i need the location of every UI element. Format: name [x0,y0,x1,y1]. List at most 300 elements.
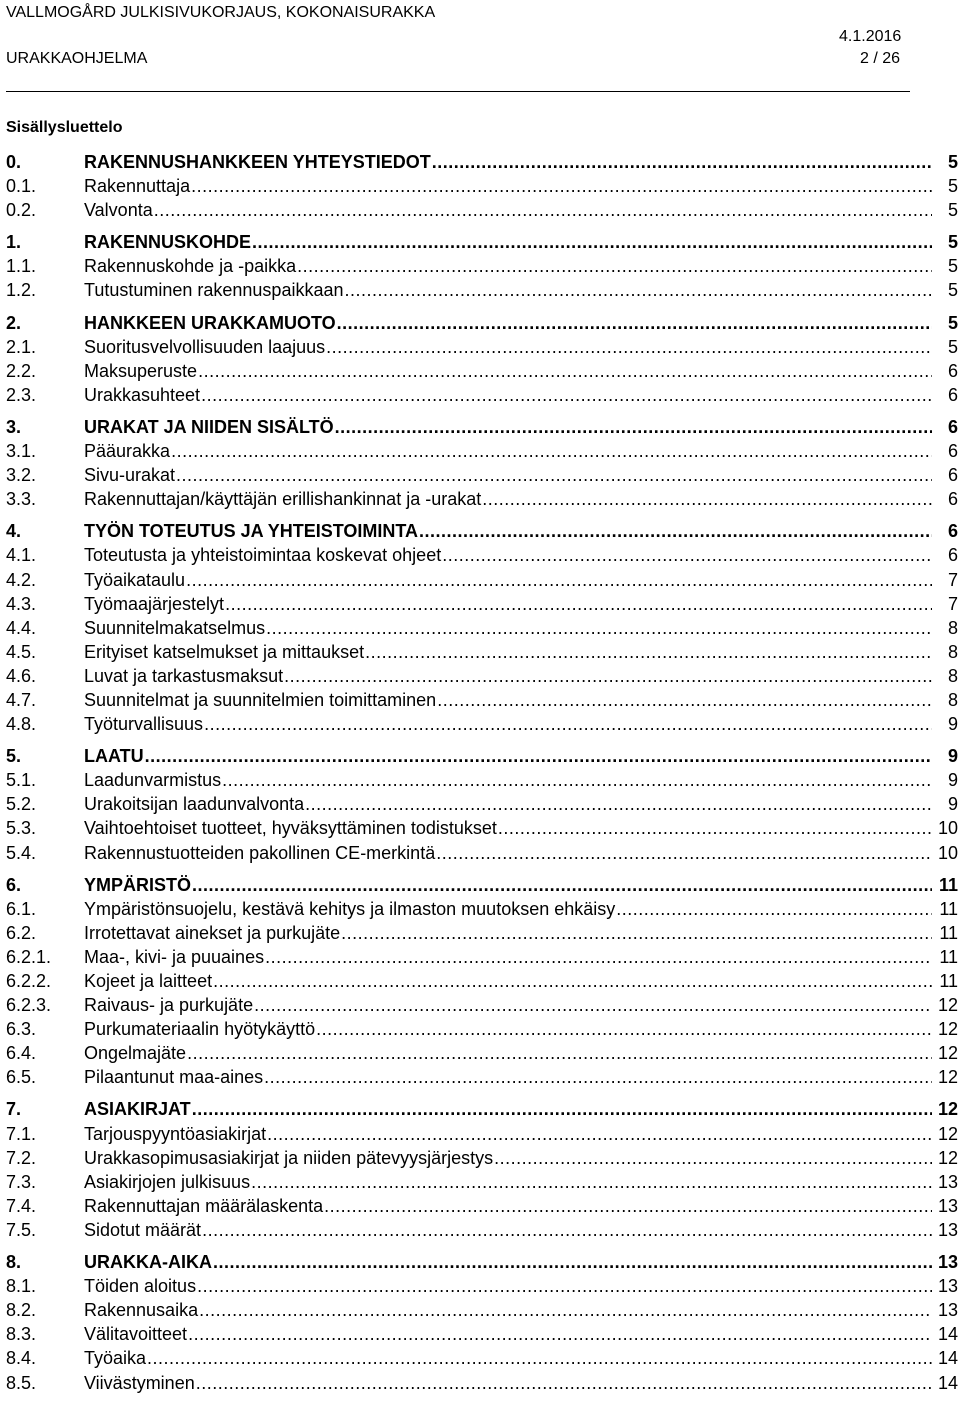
toc-entry [84,1274,960,1298]
dot-leader [418,519,932,543]
dot-leader [435,841,932,865]
toc-entry-title: Toteutusta ja yhteistoimintaa koskevat ohjeet [84,545,442,566]
toc-entry-number: 5.2. [6,794,37,815]
toc-entry-page: 11 [939,971,958,991]
toc-section-row[interactable] [0,1097,960,1121]
toc-entry [84,383,960,407]
toc-entry-title: Luvat ja tarkastusmaksut [84,665,284,686]
toc-entry-title: Urakoitsijan laadunvalvonta [84,794,305,815]
toc-entry-page: 6 [947,360,958,381]
toc-subsection-row[interactable] [0,768,960,792]
toc-entry-number: 8.5. [6,1372,37,1393]
toc-entry-title: Urakkasuhteet [84,384,201,405]
toc-entry-title: Laadunvarmistus [84,770,222,791]
toc-entry-title: URAKKA-AIKA [84,1252,212,1273]
toc-entry [84,1322,960,1346]
toc-entry [84,816,960,840]
dot-leader [441,543,932,567]
toc-entry-page: 5 [947,280,958,301]
toc-entry-title: Ympäristönsuojelu, kestävä kehitys ja ilmaston muutoksen ehkäisy [84,898,616,919]
toc-subsection-row[interactable] [0,383,960,407]
toc-subsection-row[interactable] [0,616,960,640]
toc-entry-page: 13 [937,1171,958,1192]
dot-leader [191,1097,932,1121]
toc-entry-title: Rakennuttajan määrälaskenta [84,1195,324,1216]
toc-entry-page: 6 [947,545,958,566]
toc-section-row[interactable] [0,1250,960,1274]
toc-entry-title: Purkumateriaalin hyötykäyttö [84,1019,316,1040]
toc-subsection-row[interactable] [0,945,960,969]
toc-entry-title: Työaika [84,1348,147,1369]
toc-entry-title: LAATU [84,746,144,767]
dot-leader [196,1274,932,1298]
dot-leader [364,640,932,664]
toc-entry-title: Rakennustuotteiden pakollinen CE-merkintä [84,842,436,863]
toc-entry-title: Rakennuttaja [84,176,191,197]
toc-entry-title: Työturvallisuus [84,714,204,735]
toc-subsection-row[interactable] [0,1346,960,1370]
dot-leader [251,230,932,254]
dot-leader [497,816,932,840]
dot-leader [186,1041,932,1065]
dot-leader [170,439,932,463]
toc-entry-page: 5 [947,256,958,277]
toc-entry [84,712,960,736]
toc-entry-number: 8.4. [6,1348,37,1369]
dot-leader [304,792,932,816]
toc-entry-page: 8 [947,641,958,662]
dot-leader [200,383,932,407]
toc-subsection-row[interactable] [0,1122,960,1146]
toc-entry [84,463,960,487]
toc-subsection-row[interactable] [0,688,960,712]
toc-entry-number: 1. [6,232,22,253]
toc-subsection-row[interactable] [0,1065,960,1089]
toc-entry [84,640,960,664]
toc-entry-title: Tarjouspyyntöasiakirjat [84,1123,267,1144]
toc-entry-page: 14 [937,1324,958,1345]
toc-subsection-row[interactable] [0,1017,960,1041]
toc-entry [84,1065,960,1089]
toc-entry-title: Kojeet ja laitteet [84,971,213,991]
toc-entry-page: 12 [937,1067,958,1088]
toc-entry-number: 4.8. [6,714,37,735]
toc-entry-page: 11 [939,922,958,943]
toc-subsection-row[interactable] [0,487,960,511]
toc-subsection-row[interactable] [0,439,960,463]
toc-entry [84,688,960,712]
toc-subsection-row[interactable] [0,664,960,688]
toc-subsection-row[interactable] [0,198,960,222]
dot-leader [187,1322,932,1346]
dot-leader [197,359,932,383]
toc-entry-number: 4. [6,521,22,542]
toc-entry-number: 7.2. [6,1147,37,1168]
document-title: VALLMOGÅRD JULKISIVUKORJAUS, KOKONAISURAKKA [6,4,436,21]
toc-entry-page: 7 [947,569,958,590]
toc-entry [84,439,960,463]
toc-subsection-row[interactable] [0,1146,960,1170]
toc-entry [84,841,960,865]
toc-entry [84,1122,960,1146]
toc-entry-number: 2.3. [6,384,37,405]
toc-entry [84,487,960,511]
toc-subsection-row[interactable] [0,359,960,383]
toc-entry [84,897,960,921]
dot-leader [198,1298,932,1322]
toc-entry-page: 5 [947,200,958,221]
toc-entry-page: 12 [937,1099,958,1120]
toc-entry-title: Raivaus- ja purkujäte [84,995,254,1016]
toc-entry-page: 9 [947,746,958,767]
toc-entry-number: 6.2.2. [6,971,52,991]
toc-entry-number: 6.1. [6,898,37,919]
toc-entry [84,568,960,592]
table-of-contents [0,150,960,1395]
toc-entry [84,415,960,439]
toc-entry [84,616,960,640]
toc-entry-title: Suoritusvelvollisuuden laajuus [84,336,326,357]
dot-leader [195,1371,932,1395]
toc-entry [84,150,960,174]
dot-leader [221,768,932,792]
dot-leader [201,1218,932,1242]
toc-entry-number: 2.2. [6,360,37,381]
toc-entry-number: 7.5. [6,1219,37,1240]
toc-entry-number: 4.5. [6,641,37,662]
toc-entry-number: 6.2.1. [6,946,52,967]
dot-leader [266,1122,932,1146]
toc-subsection-row[interactable] [0,640,960,664]
toc-entry-title: YMPÄRISTÖ [84,874,192,895]
toc-subsection-row[interactable] [0,335,960,359]
toc-entry [84,543,960,567]
toc-entry-number: 3.2. [6,465,37,486]
dot-leader [323,1194,932,1218]
toc-entry [84,873,960,897]
toc-section-row[interactable] [0,519,960,543]
toc-subsection-row[interactable] [0,897,960,921]
toc-entry-page: 8 [947,617,958,638]
toc-entry-page: 12 [937,1147,958,1168]
toc-entry [84,519,960,543]
toc-entry-title: Erityiset katselmukset ja mittaukset [84,641,365,662]
toc-entry-page: 5 [947,336,958,357]
toc-entry-number: 3. [6,416,22,437]
document-subtitle: URAKKAOHJELMA [6,50,148,67]
toc-entry-number: 6.4. [6,1043,37,1064]
toc-entry [84,1146,960,1170]
dot-leader [185,568,932,592]
dot-leader [315,1017,932,1041]
toc-entry-title: Sidotut määrät [84,1219,202,1240]
dot-leader [431,150,932,174]
toc-subsection-row[interactable] [0,969,960,993]
toc-entry-title: Pääurakka [84,441,171,462]
toc-entry-title: Asiakirjojen julkisuus [84,1171,251,1192]
toc-section-row[interactable] [0,311,960,335]
toc-subsection-row[interactable] [0,841,960,865]
toc-entry-page: 13 [937,1252,958,1273]
toc-entry-number: 2. [6,312,22,333]
dot-leader [224,592,932,616]
dot-leader [334,415,932,439]
toc-entry [84,768,960,792]
toc-subsection-row[interactable] [0,712,960,736]
toc-entry-title: Työaikataulu [84,569,186,590]
dot-leader [250,1170,932,1194]
toc-entry-number: 4.4. [6,617,37,638]
toc-subsection-row[interactable] [0,1298,960,1322]
toc-entry-page: 9 [947,714,958,735]
toc-subsection-row[interactable] [0,1170,960,1194]
toc-entry-page: 6 [947,384,958,405]
toc-entry-title: HANKKEEN URAKKAMUOTO [84,312,336,333]
toc-entry [84,174,960,198]
toc-entry-title: Viivästyminen [84,1372,195,1393]
toc-entry-title: ASIAKIRJAT [84,1099,191,1120]
toc-entry-page: 6 [947,489,958,510]
toc-subsection-row[interactable] [0,792,960,816]
toc-entry-title: Töiden aloitus [84,1276,197,1297]
toc-section-row[interactable] [0,873,960,897]
toc-entry [84,945,960,969]
toc-entry-number: 6.2.3. [6,995,52,1016]
toc-entry-number: 8.3. [6,1324,37,1345]
toc-entry-number: 0. [6,152,22,172]
dot-leader [481,487,932,511]
toc-entry [84,1170,960,1194]
toc-entry-title: Ongelmajäte [84,1043,187,1064]
toc-entry-title: Irrotettavat ainekset ja purkujäte [84,922,341,943]
toc-entry-title: Sivu-urakat [84,465,176,486]
toc-entry-number: 7.3. [6,1171,37,1192]
dot-leader [146,1346,932,1370]
toc-entry-page: 11 [939,898,958,919]
dot-leader [296,254,932,278]
toc-entry-page: 6 [947,416,958,437]
toc-entry-number: 0.2. [6,200,37,221]
dot-leader [153,198,932,222]
toc-entry-page: 12 [937,1019,958,1040]
toc-entry-title: URAKAT JA NIIDEN SISÄLTÖ [84,416,334,437]
toc-entry-number: 1.2. [6,280,37,301]
toc-section-row[interactable] [0,230,960,254]
toc-entry-title: Valvonta [84,200,153,221]
toc-entry [84,792,960,816]
dot-leader [615,897,932,921]
toc-entry-title: Maa-, kivi- ja puuaines [84,946,265,967]
header-divider [6,91,910,92]
toc-entry [84,1346,960,1370]
toc-entry [84,254,960,278]
toc-entry-page: 5 [947,152,958,172]
dot-leader [264,945,932,969]
toc-entry [84,359,960,383]
document-date: 4.1.2016 [839,28,902,45]
toc-entry [84,993,960,1017]
dot-leader [203,712,932,736]
toc-entry [84,1371,960,1395]
toc-entry-title: Urakkasopimusasiakirjat ja niiden pätevyysjärjestys [84,1147,494,1168]
dot-leader [340,921,932,945]
toc-entry-number: 1.1. [6,256,37,277]
toc-entry [84,592,960,616]
toc-entry-number: 6.3. [6,1019,37,1040]
dot-leader [344,278,933,302]
toc-entry-page: 13 [937,1195,958,1216]
toc-entry-number: 6. [6,874,22,895]
toc-subsection-row[interactable] [0,254,960,278]
toc-entry-page: 10 [937,842,958,863]
toc-entry-number: 4.7. [6,689,37,710]
toc-entry-title: Työmaajärjestelyt [84,593,225,614]
toc-entry [84,1097,960,1121]
toc-subsection-row[interactable] [0,1371,960,1395]
toc-subsection-row[interactable] [0,1218,960,1242]
toc-entry [84,744,960,768]
toc-entry [84,1194,960,1218]
toc-subsection-row[interactable] [0,1322,960,1346]
toc-entry-number: 5.3. [6,818,37,839]
toc-entry-number: 8. [6,1252,22,1273]
toc-entry-title: Suunnitelmakatselmus [84,617,266,638]
toc-entry-title: Rakennusaika [84,1300,199,1321]
toc-entry-page: 13 [937,1219,958,1240]
toc-entry-number: 8.2. [6,1300,37,1321]
toc-entry-page: 6 [947,441,958,462]
toc-subsection-row[interactable] [0,921,960,945]
toc-entry [84,921,960,945]
toc-heading: Sisällysluettelo [6,119,123,136]
toc-entry-page: 14 [937,1372,958,1393]
toc-subsection-row[interactable] [0,816,960,840]
dot-leader [190,174,932,198]
toc-entry-number: 4.3. [6,593,37,614]
dot-leader [336,311,932,335]
toc-entry-number: 7.1. [6,1123,37,1144]
toc-entry-number: 8.1. [6,1276,37,1297]
toc-entry-number: 4.1. [6,545,37,566]
toc-entry-title: Suunnitelmat ja suunnitelmien toimittaminen [84,689,437,710]
dot-leader [175,463,932,487]
toc-entry-number: 3.1. [6,441,37,462]
toc-entry-page: 7 [947,593,958,614]
toc-entry [84,1017,960,1041]
toc-subsection-row[interactable] [0,543,960,567]
toc-entry-title: RAKENNUSKOHDE [84,232,252,253]
toc-entry-title: Välitavoitteet [84,1324,188,1345]
toc-entry-number: 7. [6,1099,22,1120]
toc-entry-number: 2.1. [6,336,37,357]
toc-entry-number: 0.1. [6,176,37,197]
toc-entry [84,1218,960,1242]
toc-entry-page: 8 [947,689,958,710]
toc-subsection-row[interactable] [0,463,960,487]
toc-subsection-row[interactable] [0,1041,960,1065]
toc-subsection-row[interactable] [0,174,960,198]
toc-section-row[interactable] [0,150,960,174]
toc-subsection-row[interactable] [0,278,960,302]
toc-entry-number: 3.3. [6,489,37,510]
dot-leader [436,688,932,712]
toc-entry [84,278,960,302]
toc-entry-page: 8 [947,665,958,686]
toc-entry-page: 12 [937,1043,958,1064]
toc-entry-title: Rakennuttajan/käyttäjän erillishankinnat ja -urakat [84,489,482,510]
dot-leader [212,1250,932,1274]
page-indicator: 2 / 26 [860,50,901,67]
toc-entry [84,311,960,335]
toc-entry-number: 5.4. [6,842,37,863]
toc-entry-number: 7.4. [6,1195,37,1216]
toc-entry-number: 4.2. [6,569,37,590]
toc-entry-title: RAKENNUSHANKKEEN YHTEYSTIEDOT [84,152,431,172]
toc-section-row[interactable] [0,415,960,439]
toc-entry-page: 10 [937,818,958,839]
toc-entry [84,335,960,359]
toc-subsection-row[interactable] [0,993,960,1017]
toc-entry-page: 14 [937,1348,958,1369]
toc-entry-page: 11 [938,874,958,895]
toc-entry [84,230,960,254]
toc-entry-title: Tutustuminen rakennuspaikkaan [84,280,344,301]
dot-leader [283,664,932,688]
dot-leader [191,873,932,897]
toc-entry-page: 6 [947,465,958,486]
toc-entry-page: 13 [937,1276,958,1297]
dot-leader [325,335,932,359]
toc-entry-number: 5. [6,746,22,767]
toc-subsection-row[interactable] [0,568,960,592]
toc-entry [84,1041,960,1065]
dot-leader [493,1146,932,1170]
toc-entry-number: 5.1. [6,770,37,791]
toc-entry [84,969,960,993]
toc-subsection-row[interactable] [0,1274,960,1298]
toc-entry-title: Maksuperuste [84,360,198,381]
toc-subsection-row[interactable] [0,1194,960,1218]
toc-entry-title: Pilaantunut maa-aines [84,1067,264,1088]
toc-entry [84,664,960,688]
toc-entry-page: 9 [947,794,958,815]
toc-entry-page: 5 [947,232,958,253]
toc-entry-page: 9 [947,770,958,791]
toc-entry-page: 6 [947,521,958,542]
dot-leader [263,1065,932,1089]
toc-entry [84,198,960,222]
toc-entry-number: 4.6. [6,665,37,686]
toc-entry [84,1298,960,1322]
toc-entry-page: 12 [937,1123,958,1144]
toc-entry [84,1250,960,1274]
toc-entry-page: 5 [947,312,958,333]
toc-entry-title: Rakennuskohde ja -paikka [84,256,297,277]
dot-leader [265,616,932,640]
toc-entry-page: 11 [939,946,958,967]
toc-section-row[interactable] [0,744,960,768]
toc-entry-number: 6.2. [6,922,37,943]
toc-entry-page: 13 [937,1300,958,1321]
toc-entry-page: 5 [947,176,958,197]
toc-subsection-row[interactable] [0,592,960,616]
toc-entry-title: TYÖN TOTEUTUS JA YHTEISTOIMINTA [84,521,419,542]
toc-entry-page: 12 [937,995,958,1016]
dot-leader [212,969,932,993]
toc-entry-title: Vaihtoehtoiset tuotteet, hyväksyttäminen todistukset [84,818,497,839]
toc-entry-number: 6.5. [6,1067,37,1088]
dot-leader [144,744,932,768]
